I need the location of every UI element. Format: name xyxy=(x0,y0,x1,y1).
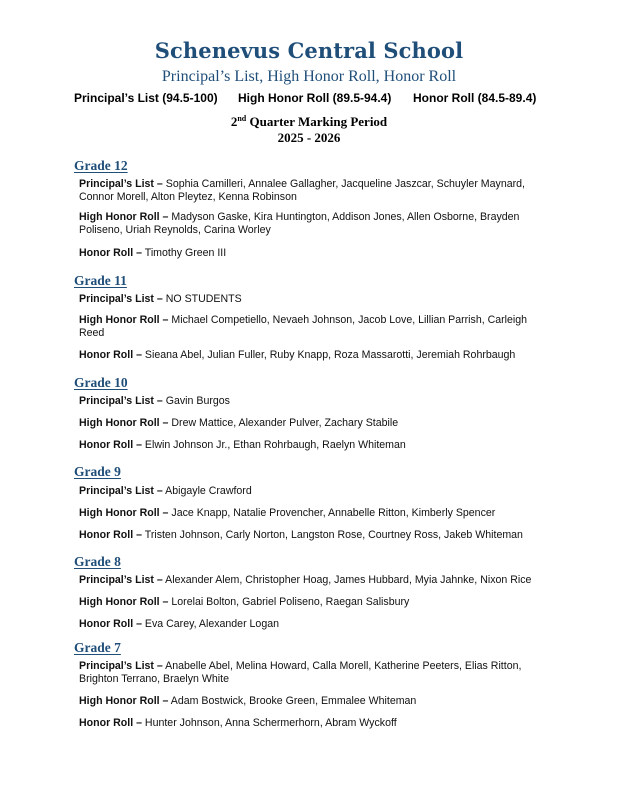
entry-label: High Honor Roll – xyxy=(79,695,169,707)
entry-label: Principal’s List – xyxy=(79,395,163,407)
high-honor-roll-entry xyxy=(79,507,549,520)
period-ordinal: nd xyxy=(237,114,247,123)
principals-list-entry xyxy=(79,178,549,204)
entry-names: Hunter Johnson, Anna Schermerhorn, Abram Wyckoff xyxy=(141,717,397,729)
entry-label: Principal’s List – xyxy=(79,485,163,497)
grade-ranges xyxy=(74,91,594,105)
grade-heading: Grade 9 xyxy=(74,464,121,479)
entry-label: High Honor Roll – xyxy=(79,417,169,429)
document-subtitle: Principal’s List, High Honor Roll, Honor Roll xyxy=(161,68,457,85)
entry-names: Anabelle Abel, Melina Howard, Calla Morell, Katherine Peeters, Elias Ritton, Brighton Terrano, Braelyn White xyxy=(79,660,522,685)
entry-label: High Honor Roll – xyxy=(79,596,169,608)
honor-roll-entry xyxy=(79,439,549,452)
entry-names: Sieana Abel, Julian Fuller, Ruby Knapp, Roza Massarotti, Jeremiah Rohrbaugh xyxy=(141,349,516,361)
entry-names: Timothy Green III xyxy=(141,247,227,259)
principals-list-entry xyxy=(79,395,549,408)
grade-heading: Grade 11 xyxy=(74,273,127,288)
entry-names: Adam Bostwick, Brooke Green, Emmalee Whiteman xyxy=(168,695,417,707)
marking-period-label xyxy=(0,111,618,130)
entry-names: Eva Carey, Alexander Logan xyxy=(141,618,280,630)
entry-label: Honor Roll – xyxy=(79,717,142,729)
entry-label: Principal’s List – xyxy=(79,178,163,190)
principals-list-entry xyxy=(79,660,549,686)
entry-names: Michael Competiello, Nevaeh Johnson, Jacob Love, Lillian Parrish, Carleigh Reed xyxy=(79,314,528,339)
entry-label: Honor Roll – xyxy=(79,529,142,541)
honor-roll-entry xyxy=(79,529,549,542)
high-honor-roll-entry xyxy=(79,596,549,609)
range-principals: Principal’s List (94.5-100) xyxy=(74,91,218,105)
principals-list-entry xyxy=(79,485,549,498)
principals-list-entry xyxy=(79,293,549,306)
entry-names: Gavin Burgos xyxy=(162,395,230,407)
grade-heading: Grade 8 xyxy=(74,554,121,569)
entry-names: Alexander Alem, Christopher Hoag, James Hubbard, Myia Jahnke, Nixon Rice xyxy=(162,574,532,586)
entry-label: High Honor Roll – xyxy=(79,314,169,326)
honor-roll-entry xyxy=(79,618,549,631)
honor-roll-entry xyxy=(79,247,549,260)
range-honor: Honor Roll (84.5-89.4) xyxy=(413,91,537,105)
entry-names: Jace Knapp, Natalie Provencher, Annabelle Ritton, Kimberly Spencer xyxy=(168,507,496,519)
high-honor-roll-entry xyxy=(79,211,549,237)
entry-label: Honor Roll – xyxy=(79,618,142,630)
honor-roll-entry xyxy=(79,717,549,730)
period-number: 2 xyxy=(230,114,238,129)
entry-names: Elwin Johnson Jr., Ethan Rohrbaugh, Raelyn Whiteman xyxy=(141,439,406,451)
school-year: 2025 - 2026 xyxy=(277,130,341,145)
range-high-honor: High Honor Roll (89.5-94.4) xyxy=(238,91,392,105)
entry-label: Principal’s List – xyxy=(79,574,163,586)
entry-names: NO STUDENTS xyxy=(162,293,242,305)
honor-roll-entry xyxy=(79,349,549,362)
entry-names: Abigayle Crawford xyxy=(162,485,252,497)
entry-names: Drew Mattice, Alexander Pulver, Zachary Stabile xyxy=(168,417,399,429)
entry-names: Tristen Johnson, Carly Norton, Langston Rose, Courtney Ross, Jakeb Whiteman xyxy=(141,529,523,541)
entry-label: High Honor Roll – xyxy=(79,507,169,519)
grade-heading: Grade 12 xyxy=(74,158,128,173)
entry-names: Sophia Camilleri, Annalee Gallagher, Jacqueline Jaszcar, Schuyler Maynard, Connor Morell, Alton Pleytez, Kenna Robinson xyxy=(79,178,525,203)
principals-list-entry xyxy=(79,574,549,587)
entry-label: Honor Roll – xyxy=(79,349,142,361)
grade-heading: Grade 10 xyxy=(74,375,128,390)
entry-label: Honor Roll – xyxy=(79,247,142,259)
entry-label: Principal’s List – xyxy=(79,293,163,305)
period-text: Quarter Marking Period xyxy=(246,114,388,129)
grade-heading: Grade 7 xyxy=(74,640,121,655)
entry-label: High Honor Roll – xyxy=(79,211,169,223)
entry-names: Madyson Gaske, Kira Huntington, Addison Jones, Allen Osborne, Brayden Poliseno, Uriah Reynolds, Carina Worley xyxy=(79,211,520,236)
school-name: Schenevus Central School xyxy=(154,38,464,63)
entry-names: Lorelai Bolton, Gabriel Poliseno, Raegan Salisbury xyxy=(168,596,410,608)
entry-label: Principal’s List – xyxy=(79,660,163,672)
entry-label: Honor Roll – xyxy=(79,439,142,451)
high-honor-roll-entry xyxy=(79,695,549,708)
marking-period xyxy=(0,111,618,146)
high-honor-roll-entry xyxy=(79,417,549,430)
high-honor-roll-entry xyxy=(79,314,549,340)
